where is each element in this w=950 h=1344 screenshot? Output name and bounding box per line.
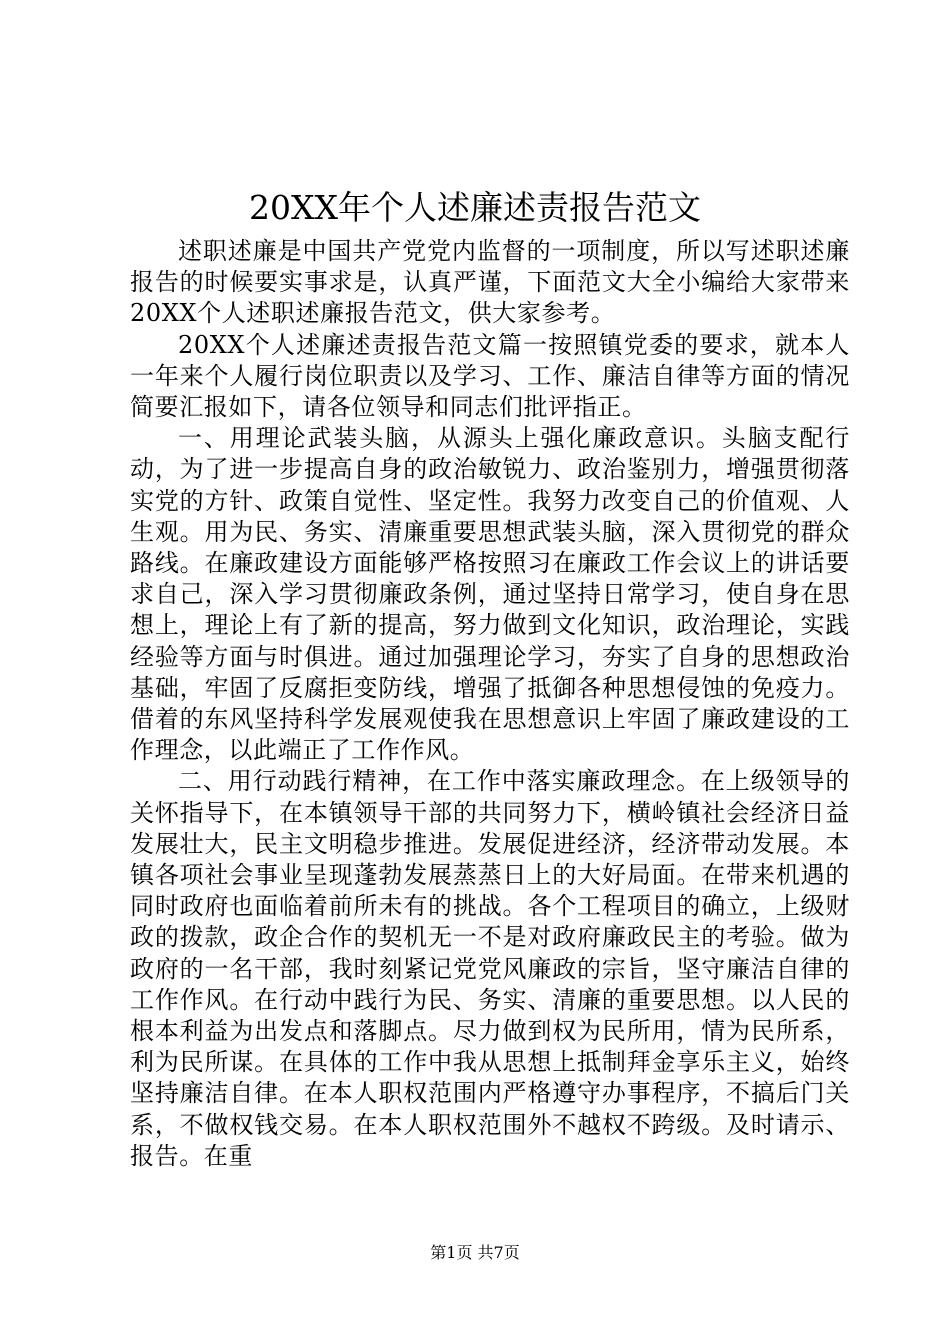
paragraph-intro: 述职述廉是中国共产党党内监督的一项制度，所以写述职述廉报告的时候要实事求是，认真严谨，下面范文大全小编给大家带来20XX个人述职述廉报告范文，供大家参考。 bbox=[130, 237, 850, 328]
paragraph-opening: 20XX个人述廉述责报告范文篇一按照镇党委的要求，就本人一年来个人履行岗位职责以及学习、工作、廉洁自律等方面的情况简要汇报如下，请各位领导和同志们批评指正。 bbox=[130, 330, 850, 422]
page-footer: 第1页 共7页 bbox=[430, 1243, 520, 1262]
paragraph-section-one: 一、用理论武装头脑，从源头上强化廉政意识。头脑支配行动，为了进一步提高自身的政治敏锐力、政治鉴别力，增强贯彻落实党的方针、政策自觉性、坚定性。我努力改变自己的价值观、人生观。用为民、务实、清廉重要思想武装头脑，深入贯彻党的群众路线。在廉政建设方面能够严格按照习在廉政工作会议上的讲话要求自己，深入学习贯彻廉政条例，通过坚持日常学习，使自身在思想上，理论上有了新的提高，努力做到文化知识，政治理论，实践经验等方面与时俱进。通过加强理论学习，夯实了自身的思想政治基础，牢固了反腐拒变防线，增强了抵御各种思想侵蚀的免疫力。借着的东风坚持科学发展观使我在思想意识上牢固了廉政建设的工作理念，以此端正了工作作风。 bbox=[130, 424, 850, 765]
document-title: 20XX年个人述廉述责报告范文 bbox=[249, 188, 701, 227]
paragraph-section-two: 二、用行动践行精神，在工作中落实廉政理念。在上级领导的关怀指导下，在本镇领导干部的共同努力下，横岭镇社会经济日益发展壮大，民主文明稳步推进。发展促进经济，经济带动发展。本镇各项社会事业呈现蓬勃发展蒸蒸日上的大好局面。在带来机遇的同时政府也面临着前所未有的挑战。各个工程项目的确立，上级财政的拨款，政企合作的契机无一不是对政府廉政民主的考验。做为政府的一名干部，我时刻紧记党党风廉政的宗旨，坚守廉洁自律的工作作风。在行动中践行为民、务实、清廉的重要思想。以人民的根本利益为出发点和落脚点。尽力做到权为民所用，情为民所系，利为民所谋。在具体的工作中我从思想上抵制拜金享乐主义，始终坚持廉洁自律。在本人职权范围内严格遵守办事程序，不搞后门关系，不做权钱交易。在本人职权范围外不越权不跨级。及时请示、报告。在重 bbox=[130, 767, 850, 1170]
document-body bbox=[130, 236, 850, 1172]
